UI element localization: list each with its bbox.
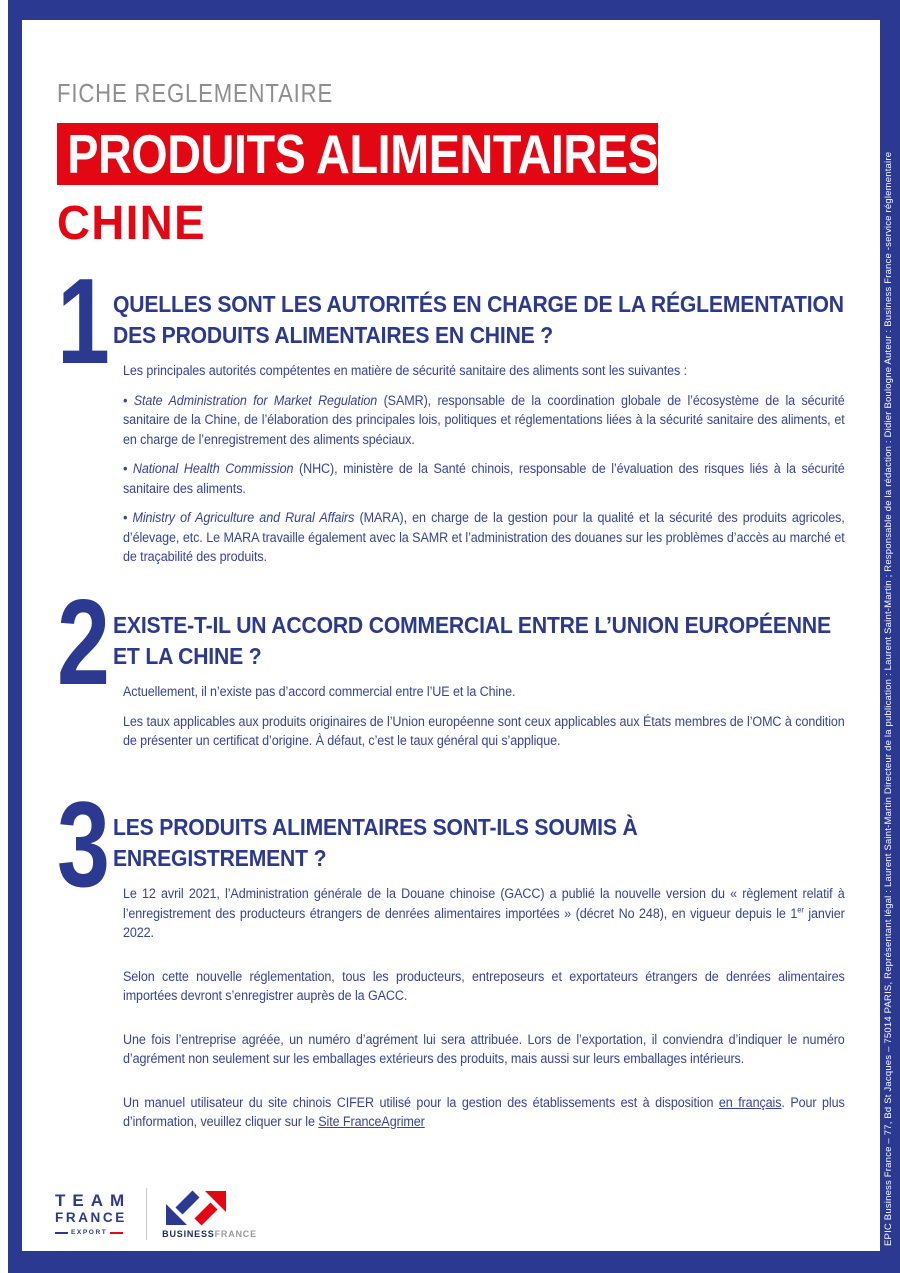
section-number-1: 1: [57, 253, 110, 389]
paragraph: [123, 1093, 845, 1132]
frame-bottom-border: [8, 1251, 900, 1273]
section-heading-1: [113, 283, 842, 351]
section-number-3: 3: [57, 776, 110, 912]
bullet-item: [123, 459, 845, 498]
bullet-lead: • Ministry of Agriculture and Rural Affairs: [123, 510, 355, 525]
paragraph-text: . Pour plus d’information, veuillez cliquer sur le: [123, 1094, 845, 1129]
bullet-lead: • State Administration for Market Regulation: [123, 392, 378, 408]
bf-wordmark: [162, 1229, 257, 1239]
paragraph: Les taux applicables aux produits originaires de l’Union européenne sont ceux applicables aux États membres de l’OMC à condition de présenter un certificat d’origine. À défaut, c’est le taux général qui s’applique.: [123, 713, 845, 748]
heading-line: ET LA CHINE ?: [113, 643, 262, 669]
business-france-logo: [162, 1189, 257, 1239]
arrow-up-right-icon: [198, 1191, 226, 1222]
bf-word-france: FRANCE: [214, 1229, 257, 1239]
section-body-2: [123, 682, 845, 751]
heading-line: DES PRODUITS ALIMENTAIRES EN CHINE ?: [113, 322, 554, 348]
credits-vertical-text: EPIC Business France – 77, Bd St Jacques – 75014 PARIS, Représentant légal : Laurent Saint-Martin Directeur de la publication : Laurent Saint-Martin ; Responsable de la rédaction : Didier Boulogne Auteur : Business France -service réglementaire: [883, 151, 894, 1246]
paragraph: Une fois l’entreprise agréée, un numéro d’agrément lui sera attribuée. Lors de l’exportation, il conviendra d’indiquer le numéro d’agrément non seulement sur les emballages extérieurs des produits, mais aussi sur leurs emballages intérieurs.: [123, 1031, 845, 1066]
country-title: CHINE: [57, 197, 207, 250]
tfe-blue-dash: [55, 1232, 68, 1234]
page-title: PRODUITS ALIMENTAIRES: [67, 122, 659, 185]
section-registration: [57, 776, 857, 1156]
heading-line: QUELLES SONT LES AUTORITÉS EN CHARGE DE LA RÉGLEMENTATION: [113, 291, 844, 317]
section-trade-agreement: [57, 574, 857, 761]
logo-divider: [146, 1188, 147, 1240]
tfe-france-text: FRANCE: [55, 1210, 127, 1225]
bullet-text: (NHC), ministère de la Santé chinois, responsable de l’évaluation des risques liés à la sécurité sanitaire des aliments.: [123, 461, 845, 496]
section-authorities: [57, 253, 857, 577]
paragraph: [123, 884, 845, 943]
bullet-text: (SAMR), responsable de la coordination globale de l’écosystème de la sécurité sanitaire de la Chine, de l’élaboration des principales lois, politiques et réglementations liées à la sécurité sanitaire des aliments, et en charge de l’enregistrement des aliments spéciaux.: [123, 392, 845, 447]
bullet-text: (MARA), en charge de la gestion pour la qualité et la sécurité des produits agricoles, d’élevage, etc. Le MARA travaille également avec la SAMR et l’administration des douanes sur les problèmes d’accès au marché et de traçabilité des produits.: [123, 510, 845, 564]
intro-paragraph: Les principales autorités compétentes en matière de sécurité sanitaire des aliments sont les suivantes :: [123, 363, 687, 378]
frame-top-border: [8, 0, 900, 20]
link-franceagrimer-site[interactable]: Site FranceAgrimer: [318, 1114, 425, 1129]
paragraph-text: janvier 2022.: [123, 905, 845, 940]
title-banner: [57, 123, 658, 185]
paragraph-text: Un manuel utilisateur du site chinois CIFER utilisé pour la gestion des établissements est à disposition: [123, 1094, 719, 1110]
section-heading-2: [113, 604, 842, 672]
ordinal-superscript: er: [797, 905, 804, 914]
paragraph: Actuellement, il n’existe pas d’accord commercial entre l’UE et la Chine.: [123, 684, 516, 699]
doc-type-label: FICHE REGLEMENTAIRE: [57, 78, 334, 108]
section-body-3: [123, 884, 845, 1132]
tfe-export-row: [55, 1229, 123, 1236]
paragraph-text: Le 12 avril 2021, l’Administration générale de la Douane chinoise (GACC) a publié la nouvelle version du « règlement relatif à l’enregistrement des producteurs étrangers de denrées alimentaires importées » (décret No 248), en vigueur depuis le 1: [123, 886, 845, 921]
section-body-1: [123, 361, 845, 567]
frame-left-border: [8, 0, 22, 1273]
heading-line: ENREGISTREMENT ?: [113, 845, 327, 871]
business-france-logo-mark: [162, 1189, 230, 1227]
bullet-item: [123, 508, 845, 567]
link-manual-french[interactable]: en français: [718, 1094, 782, 1110]
heading-line: LES PRODUITS ALIMENTAIRES SONT-ILS SOUMIS À: [113, 814, 638, 840]
heading-line: EXISTE-T-IL UN ACCORD COMMERCIAL ENTRE L’UNION EUROPÉENNE: [113, 612, 831, 638]
team-france-export-logo: [55, 1192, 131, 1236]
arrow-down-left-icon: [166, 1194, 196, 1225]
bullet-item: [123, 391, 845, 450]
bf-word-business: BUSINESS: [162, 1229, 215, 1239]
tfe-team-text: TEAM: [55, 1191, 132, 1210]
tfe-red-dash: [110, 1232, 123, 1234]
bullet-lead: • National Health Commission: [123, 461, 294, 476]
section-number-2: 2: [57, 574, 110, 710]
paragraph: Selon cette nouvelle réglementation, tous les producteurs, entreposeurs et exportateurs étrangers de denrées alimentaires importées devront s’enregistrer auprès de la GACC.: [123, 968, 845, 1003]
footer-logos: [55, 1188, 257, 1240]
section-heading-3: [113, 806, 842, 874]
tfe-export-text: EXPORT: [71, 1229, 108, 1236]
